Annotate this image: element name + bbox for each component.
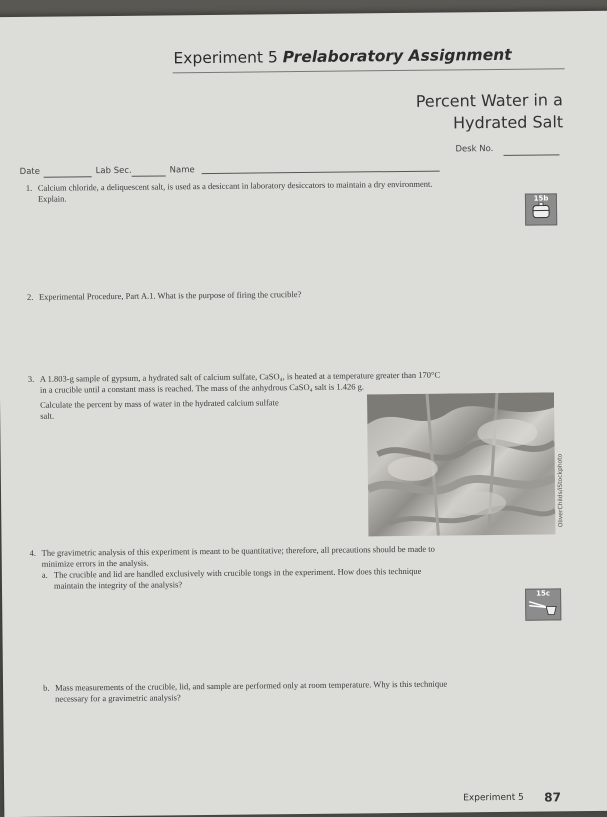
subtitle-line2: Hydrated Salt <box>357 111 563 135</box>
page-subtitle <box>357 89 563 135</box>
page-number: 87 <box>544 790 561 804</box>
footer-label: Experiment 5 <box>463 793 524 804</box>
title-prefix: Experiment 5 <box>173 48 278 67</box>
gypsum-rock-image <box>367 392 555 536</box>
technique-icon-15b <box>525 193 557 225</box>
name-label: Name <box>170 165 195 175</box>
date-label: Date <box>20 167 40 177</box>
lab-sec-line[interactable] <box>132 175 166 176</box>
q1-text-line1: Calcium chloride, a deliquescent salt, is used as a desiccant in laboratory desiccators to maintain a dry environment. <box>38 177 563 193</box>
desk-line[interactable] <box>503 154 559 156</box>
gypsum-photo <box>367 392 555 536</box>
title-rule <box>173 68 565 73</box>
photo-credit <box>556 397 571 532</box>
q3-text-line4: salt. <box>40 407 360 421</box>
crucible-tongs-icon <box>526 597 560 617</box>
technique-icon-label-15c: 15c <box>526 589 560 597</box>
q4b-text-line1: Mass measurements of the crucible, lid, and sample are performed only at room temperature. Why is this technique <box>55 677 570 693</box>
q3-instruction <box>40 396 360 421</box>
page-title <box>173 46 511 68</box>
q4b-text-line2: necessary for a gravimetric analysis? <box>55 688 570 704</box>
q3-number: 3. <box>28 374 34 385</box>
q4-text-line2: minimize errors in the analysis. <box>42 553 572 570</box>
q4b-text <box>55 677 570 704</box>
q1-number: 1. <box>26 183 32 194</box>
q4b-label: b. <box>43 683 49 694</box>
title-main: Prelaboratory Assignment <box>283 46 512 66</box>
q3-text-line1: A 1.803-g sample of gypsum, a hydrated salt of calcium sulfate, CaSO₄, is heated at a temperature greater than 170°C <box>40 368 570 385</box>
subtitle-line1: Percent Water in a <box>357 89 563 113</box>
q4a-label: a. <box>42 570 48 581</box>
photo-credit-text: OliverChilds/iStockphoto <box>557 454 565 528</box>
name-line[interactable] <box>202 171 440 174</box>
q3-text-line3: Calculate the percent by mass of water in the hydrated calcium sulfate <box>40 396 360 410</box>
desk-label: Desk No. <box>455 144 493 154</box>
q4-text-line1: The gravimetric analysis of this experiment is meant to be quantitative; therefore, all precautions should be made to <box>42 542 572 559</box>
technique-icon-label: 15b <box>526 194 556 202</box>
q4a-text-line2: maintain the integrity of the analysis? <box>54 575 569 591</box>
q2-text: Experimental Procedure, Part A.1. What is the purpose of firing the crucible? <box>39 286 564 302</box>
q1-text <box>38 177 563 204</box>
q2-number: 2. <box>27 292 33 303</box>
lab-sec-label: Lab Sec. <box>96 166 132 176</box>
q4a-text <box>54 564 569 591</box>
q3-text <box>40 368 570 396</box>
technique-icon-15c <box>525 588 561 620</box>
worksheet-page <box>0 11 607 817</box>
q1-text-line2: Explain. <box>38 188 563 204</box>
date-line[interactable] <box>44 176 92 178</box>
q4-number: 4. <box>30 548 36 559</box>
q3-text-line2: in a crucible until a constant mass is reached. The mass of the anhydrous CaSO₄ salt is 1.426 g. <box>40 379 570 396</box>
desiccator-icon <box>526 202 556 222</box>
q4a-text-line1: The crucible and lid are handled exclusively with crucible tongs in the experiment. How does this technique <box>54 564 569 580</box>
